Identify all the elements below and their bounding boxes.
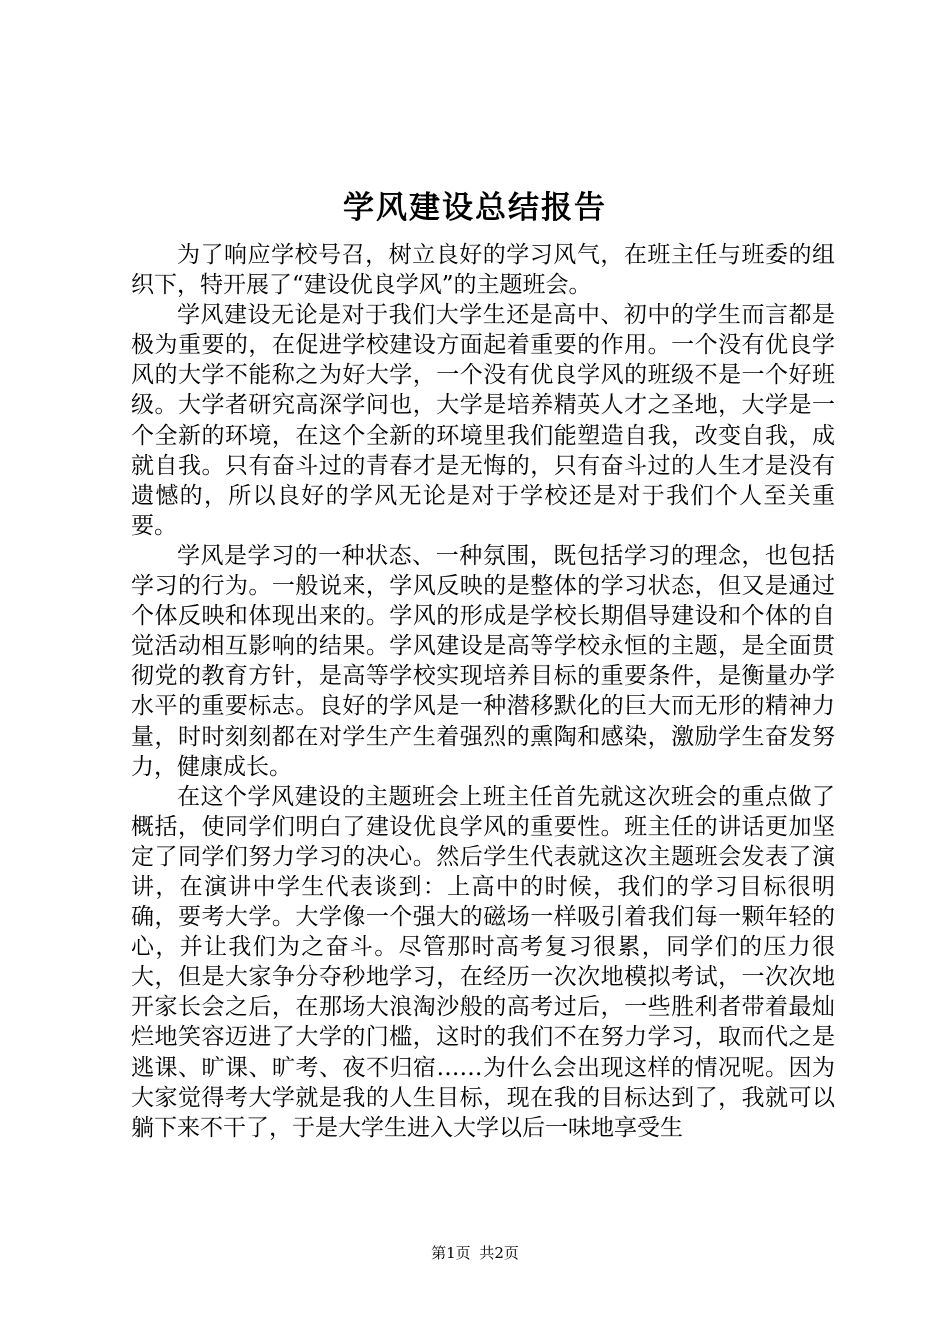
document-title: 学风建设总结报告 (343, 190, 607, 226)
document-body (131, 240, 835, 1143)
paragraph-1: 为了响应学校号召，树立良好的学习风气，在班主任与班委的组织下，特开展了“建设优良学风”的主题班会。 (131, 242, 835, 299)
page-number-current: 第1页 (431, 1244, 471, 1262)
paragraph-4: 在这个学风建设的主题班会上班主任首先就这次班会的重点做了概括，使同学们明白了建设优良学风的重要性。班主任的讲话更加坚定了同学们努力学习的决心。然后学生代表就这次主题班会发表了演讲，在演讲中学生代表谈到：上高中的时候，我们的学习目标很明确，要考大学。大学像一个强大的磁场一样吸引着我们每一颗年轻的心，并让我们为之奋斗。尽管那时高考复习很累，同学们的压力很大，但是大家争分夺秒地学习，在经历一次次地模拟考试，一次次地开家长会之后，在那场大浪淘沙般的高考过后，一些胜利者带着最灿烂地笑容迈进了大学的门槛，这时的我们不在努力学习，取而代之是逃课、旷课、旷考、夜不归宿……为什么会出现这样的情况呢。因为大家觉得考大学就是我的人生目标，现在我的目标达到了，我就可以躺下来不干了，于是大学生进入大学以后一味地享受生 (131, 783, 835, 1141)
paragraph-2: 学风建设无论是对于我们大学生还是高中、初中的学生而言都是极为重要的，在促进学校建设方面起着重要的作用。一个没有优良学风的大学不能称之为好大学，一个没有优良学风的班级不是一个好班级。大学者研究高深学问也，大学是培养精英人才之圣地，大学是一个全新的环境，在这个全新的环境里我们能塑造自我，改变自我，成就自我。只有奋斗过的青春才是无悔的，只有奋斗过的人生才是没有遗憾的，所以良好的学风无论是对于学校还是对于我们个人至关重要。 (131, 302, 835, 539)
page-number-total: 共2页 (479, 1244, 519, 1262)
paragraph-3: 学风是学习的一种状态、一种氛围，既包括学习的理念，也包括学习的行为。一般说来，学风反映的是整体的学习状态，但又是通过个体反映和体现出来的。学风的形成是学校长期倡导建设和个体的自觉活动相互影响的结果。学风建设是高等学校永恒的主题，是全面贯彻党的教育方针，是高等学校实现培养目标的重要条件，是衡量办学水平的重要标志。良好的学风是一种潜移默化的巨大而无形的精神力量，时时刻刻都在对学生产生着强烈的熏陶和感染，激励学生奋发努力，健康成长。 (131, 542, 835, 780)
page-footer (0, 1243, 950, 1263)
